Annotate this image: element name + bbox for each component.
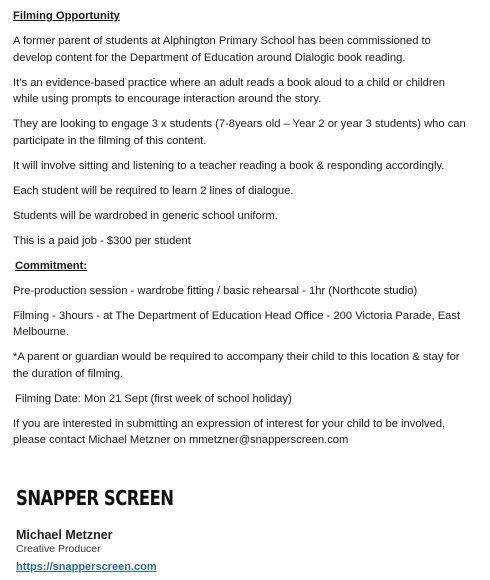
- commitment-filming: Filming - 3hours - at The Department of Education Head Office - 200 Victoria Parade, East Melbourne.: [13, 309, 461, 338]
- signature-name: Michael Metzner: [16, 528, 113, 542]
- website-link[interactable]: https://snapperscreen.com: [16, 561, 157, 573]
- company-logo: SNAPPER SCREEN: [16, 486, 174, 510]
- commitment-guardian: *A parent or guardian would be required to accompany their child to this location & stay for the duration of filming.: [13, 351, 460, 380]
- commitment-heading: Commitment:: [15, 259, 88, 272]
- document-title: Filming Opportunity: [13, 10, 120, 22]
- document-body: [13, 8, 469, 457]
- paragraph-involvement: It will involve sitting and listening to a teacher reading a book & responding accordingly.: [13, 159, 445, 172]
- commitment-preproduction: Pre-production session - wardrobe fitting / basic rehearsal - 1hr (Northcote studio): [13, 284, 418, 297]
- paragraph-intro: A former parent of students at Alphington Primary School has been commissioned to develop content for the Department of Education around Dialogic book reading.: [13, 35, 431, 64]
- email-signature: [16, 484, 316, 574]
- signature-role: Creative Producer: [16, 543, 101, 555]
- paragraph-uniform: Students will be wardrobed in generic school uniform.: [13, 209, 278, 222]
- contact-paragraph: If you are interested in submitting an expression of interest for your child to be involved, please contact Michael Metzner on mmetzner@snapperscreen.com: [13, 417, 446, 446]
- paragraph-dialogue: Each student will be required to learn 2 lines of dialogue.: [13, 184, 294, 197]
- paragraph-students: They are looking to engage 3 x students (7-8years old – Year 2 or year 3 students) who can participate in the filming of this content.: [13, 118, 466, 147]
- paragraph-practice: It’s an evidence-based practice where an adult reads a book aloud to a child or children while using prompts to encourage interaction around the story.: [13, 76, 446, 105]
- filming-date: Filming Date: Mon 21 Sept (first week of school holiday): [15, 392, 292, 405]
- paragraph-payment: This is a paid job - $300 per student: [13, 234, 191, 247]
